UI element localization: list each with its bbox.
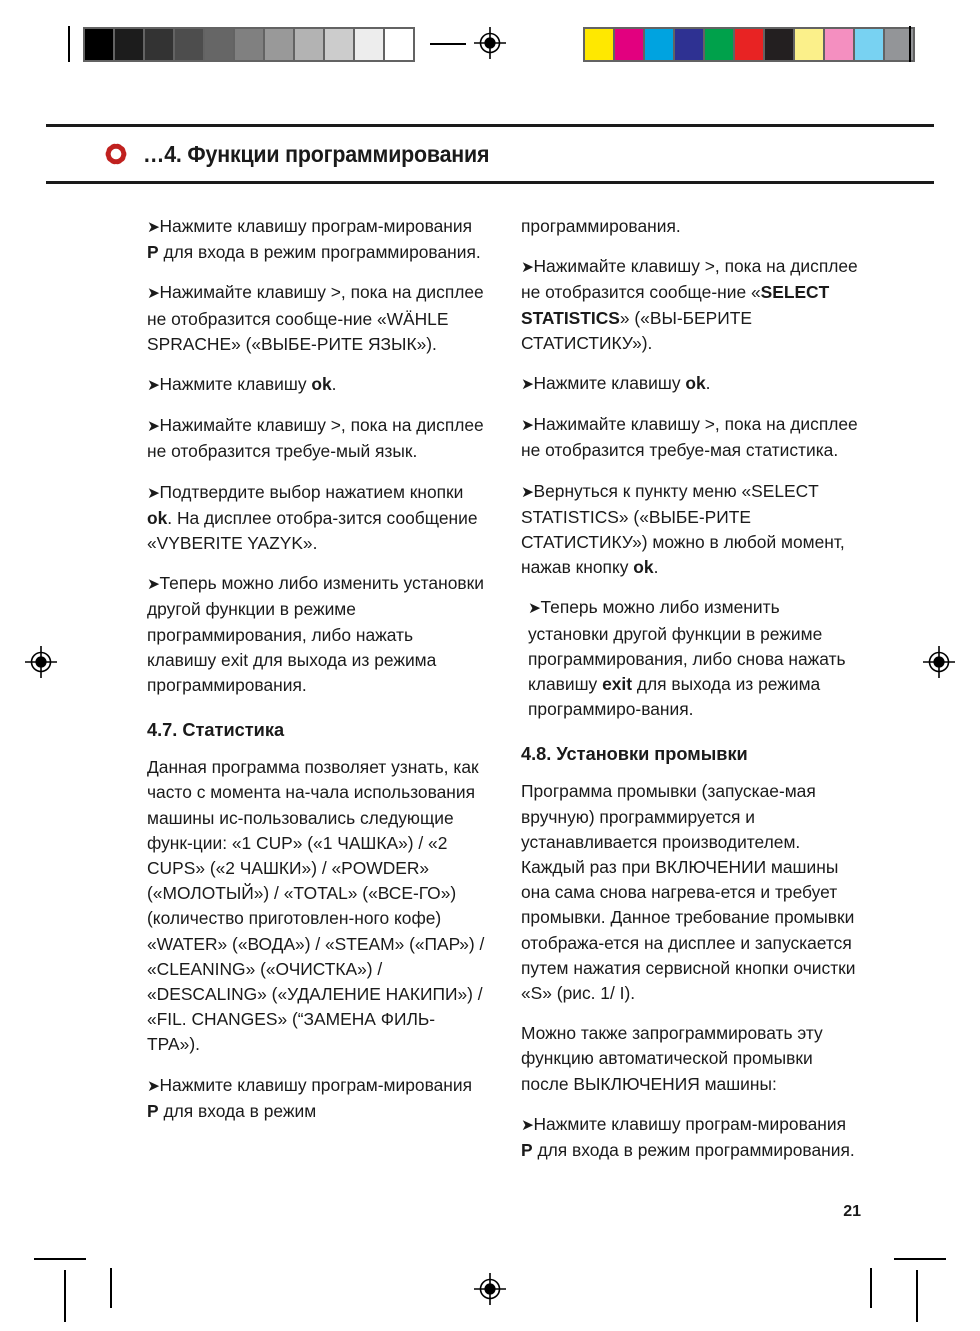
bullet-paragraph — [521, 371, 861, 397]
text-run: Нажмите клавишу програм-мирования — [159, 1074, 473, 1095]
body-paragraph — [521, 214, 861, 239]
gray-swatch-4 — [205, 29, 233, 60]
calibration-tick — [68, 26, 70, 62]
color-calibration-bar — [583, 27, 915, 62]
color-swatch-2 — [645, 29, 673, 60]
bullet-arrow-icon: ➤ — [521, 1116, 534, 1134]
bullet-paragraph — [521, 479, 861, 581]
body-paragraph — [521, 779, 861, 1006]
bullet-arrow-icon: ➤ — [521, 259, 534, 277]
crop-mark — [64, 1270, 66, 1322]
text-run: . — [653, 557, 659, 578]
bullet-arrow-icon: ➤ — [147, 285, 160, 303]
section-heading — [147, 718, 487, 742]
color-swatch-5 — [735, 29, 763, 60]
gray-swatch-0 — [85, 29, 113, 60]
registration-target-icon — [473, 1272, 507, 1306]
text-run: . — [331, 374, 337, 395]
body-paragraph — [147, 755, 487, 1057]
page-number: 21 — [843, 1203, 861, 1220]
text-run: Программа промывки (запускае-мая вручную) программируется и устанавливается производителем. Каждый раз при ВКЛЮЧЕНИИ машины она сама снова нагрева-ется и требует промывки. Данное требование промывки отобража-ется на дисплее и запускается путем нажатия сервисной кнопки очистки «S» (рис. 1/ I). — [521, 781, 856, 1004]
bullet-paragraph — [147, 571, 487, 698]
color-swatch-9 — [855, 29, 883, 60]
color-swatch-7 — [795, 29, 823, 60]
bullet-arrow-icon: ➤ — [521, 417, 534, 435]
crop-mark — [870, 1268, 872, 1308]
bullet-arrow-icon: ➤ — [147, 484, 160, 502]
page-header — [46, 124, 934, 184]
bullet-arrow-icon: ➤ — [528, 600, 541, 618]
bullet-paragraph — [147, 280, 487, 357]
bullet-paragraph — [147, 1073, 487, 1124]
color-swatch-8 — [825, 29, 853, 60]
gray-swatch-8 — [325, 29, 353, 60]
bullet-paragraph — [521, 1112, 861, 1163]
text-run: Нажимайте клавишу >, пока на дисплее не отобразится сообще-ние «WÄHLE SPRACHE» («ВЫБЕ-РИТЕ ЯЗЫК»). — [147, 282, 484, 354]
bullet-arrow-icon: ➤ — [147, 576, 160, 594]
registration-target-icon — [473, 26, 507, 60]
print-calibration-strip — [0, 0, 980, 92]
page-title: …4. Функции программирования — [143, 140, 490, 167]
text-run: Теперь можно либо изменить установки другой функции в режиме программирования, либо нажать клавишу exit для выхода из режима программирования. — [147, 573, 484, 696]
gray-swatch-2 — [145, 29, 173, 60]
bullet-paragraph — [521, 254, 861, 356]
text-run: 4.8. Установки промывки — [521, 744, 748, 765]
body-paragraph — [521, 1021, 861, 1097]
calibration-tick — [909, 26, 911, 62]
text-run: 4.7. Статистика — [147, 720, 285, 741]
emphasis-keyword: P — [147, 242, 159, 263]
registration-target-icon — [922, 645, 956, 679]
bullet-paragraph — [521, 595, 861, 722]
text-run: программирования. — [521, 216, 681, 236]
text-run: Нажимайте клавишу >, пока на дисплее не отобразится требуе-мый язык. — [147, 415, 484, 462]
text-run: Нажмите клавишу програм-мирования — [159, 216, 473, 236]
bullet-arrow-icon: ➤ — [521, 483, 534, 501]
bullet-arrow-icon: ➤ — [147, 418, 160, 436]
color-swatch-0 — [585, 29, 613, 60]
text-run: для входа в режим — [158, 1100, 317, 1121]
emphasis-keyword: exit — [602, 674, 633, 695]
bullet-paragraph — [147, 480, 487, 557]
text-run: Подтвердите выбор нажатием кнопки — [159, 481, 464, 502]
bullet-paragraph — [521, 412, 861, 463]
bullet-arrow-icon: ➤ — [147, 219, 160, 236]
text-run: Нажмите клавишу програм-мирования — [533, 1113, 847, 1134]
bullet-arrow-icon: ➤ — [147, 377, 160, 395]
emphasis-keyword: ok — [633, 557, 654, 578]
emphasis-keyword: P — [147, 1100, 159, 1121]
registration-target-icon — [24, 645, 58, 679]
text-run: Данная программа позволяет узнать, как часто с момента на-чала использования машины ис-пользовались следующие функ-ции: «1 CUP» («1 ЧАШКА») / «2 CUPS» («2 ЧАШКИ») / «POWDER» («МОЛОТЫЙ») / «TOTAL» («ВСЕ-ГО») (количество приготовлен-ного кофе) «WATER» («ВОДА») / «STEAM» («ПАР») / «CLEANING» («ОЧИСТКА») / «DESCALING» («УДАЛЕНИЕ НАКИПИ») / «FIL. CHANGES» (“ЗАМЕНА ФИЛЬ-ТРА»). — [147, 757, 485, 1055]
text-run: Нажмите клавишу — [533, 373, 686, 394]
text-run: . На дисплее отобра-зится сообщение «VYBERITE YAZYK». — [147, 507, 478, 554]
color-swatch-1 — [615, 29, 643, 60]
text-run: Вернуться к пункту меню «SELECT STATISTICS» («ВЫБЕ-РИТЕ СТАТИСТИКУ») можно в любой момент, нажав кнопку — [521, 480, 845, 578]
gray-swatch-3 — [175, 29, 203, 60]
emphasis-keyword: SELECT STATISTICS — [521, 282, 830, 328]
grayscale-calibration-bar — [83, 27, 415, 62]
bullet-paragraph — [147, 372, 487, 398]
bullet-paragraph — [147, 413, 487, 464]
crop-mark — [34, 1258, 86, 1260]
interlocking-rings-logo-icon — [98, 137, 134, 171]
text-run: Нажимайте клавишу >, пока на дисплее не отобразится сообще-ние « — [521, 256, 858, 303]
gray-swatch-1 — [115, 29, 143, 60]
text-run: Нажимайте клавишу >, пока на дисплее не отобразится требуе-мая статистика. — [521, 414, 858, 461]
text-run: . — [705, 373, 711, 394]
emphasis-keyword: ok — [311, 374, 332, 395]
color-swatch-6 — [765, 29, 793, 60]
section-heading — [521, 742, 861, 766]
bullet-arrow-icon: ➤ — [521, 376, 534, 394]
text-run: Нажмите клавишу — [159, 374, 312, 395]
text-column-left — [147, 214, 487, 1139]
bullet-paragraph — [147, 214, 487, 265]
crop-mark — [916, 1270, 918, 1322]
gray-swatch-6 — [265, 29, 293, 60]
emphasis-keyword: ok — [685, 373, 706, 394]
crop-mark — [110, 1268, 112, 1308]
crop-mark — [894, 1258, 946, 1260]
gray-swatch-7 — [295, 29, 323, 60]
text-run: для входа в режим программирования. — [158, 242, 481, 263]
bullet-arrow-icon: ➤ — [147, 1077, 160, 1095]
color-swatch-3 — [675, 29, 703, 60]
color-swatch-4 — [705, 29, 733, 60]
calibration-tick — [430, 43, 466, 45]
emphasis-keyword: P — [521, 1140, 533, 1161]
gray-swatch-10 — [385, 29, 413, 60]
gray-swatch-9 — [355, 29, 383, 60]
emphasis-keyword: ok — [147, 507, 168, 528]
text-run: для входа в режим программирования. — [532, 1140, 855, 1161]
text-run: Можно также запрограммировать эту функцию автоматической промывки после ВЫКЛЮЧЕНИЯ машины: — [521, 1023, 823, 1094]
text-run: для выхода из режима программиро-вания. — [528, 674, 821, 720]
text-run: Теперь можно либо изменить установки другой функции в режиме программирования, либо снова нажать клавишу — [528, 597, 846, 695]
gray-swatch-5 — [235, 29, 263, 60]
text-run: » («ВЫ-БЕРИТЕ СТАТИСТИКУ»). — [521, 307, 752, 353]
text-column-right — [521, 214, 861, 1178]
header-rule-bottom — [46, 181, 934, 184]
